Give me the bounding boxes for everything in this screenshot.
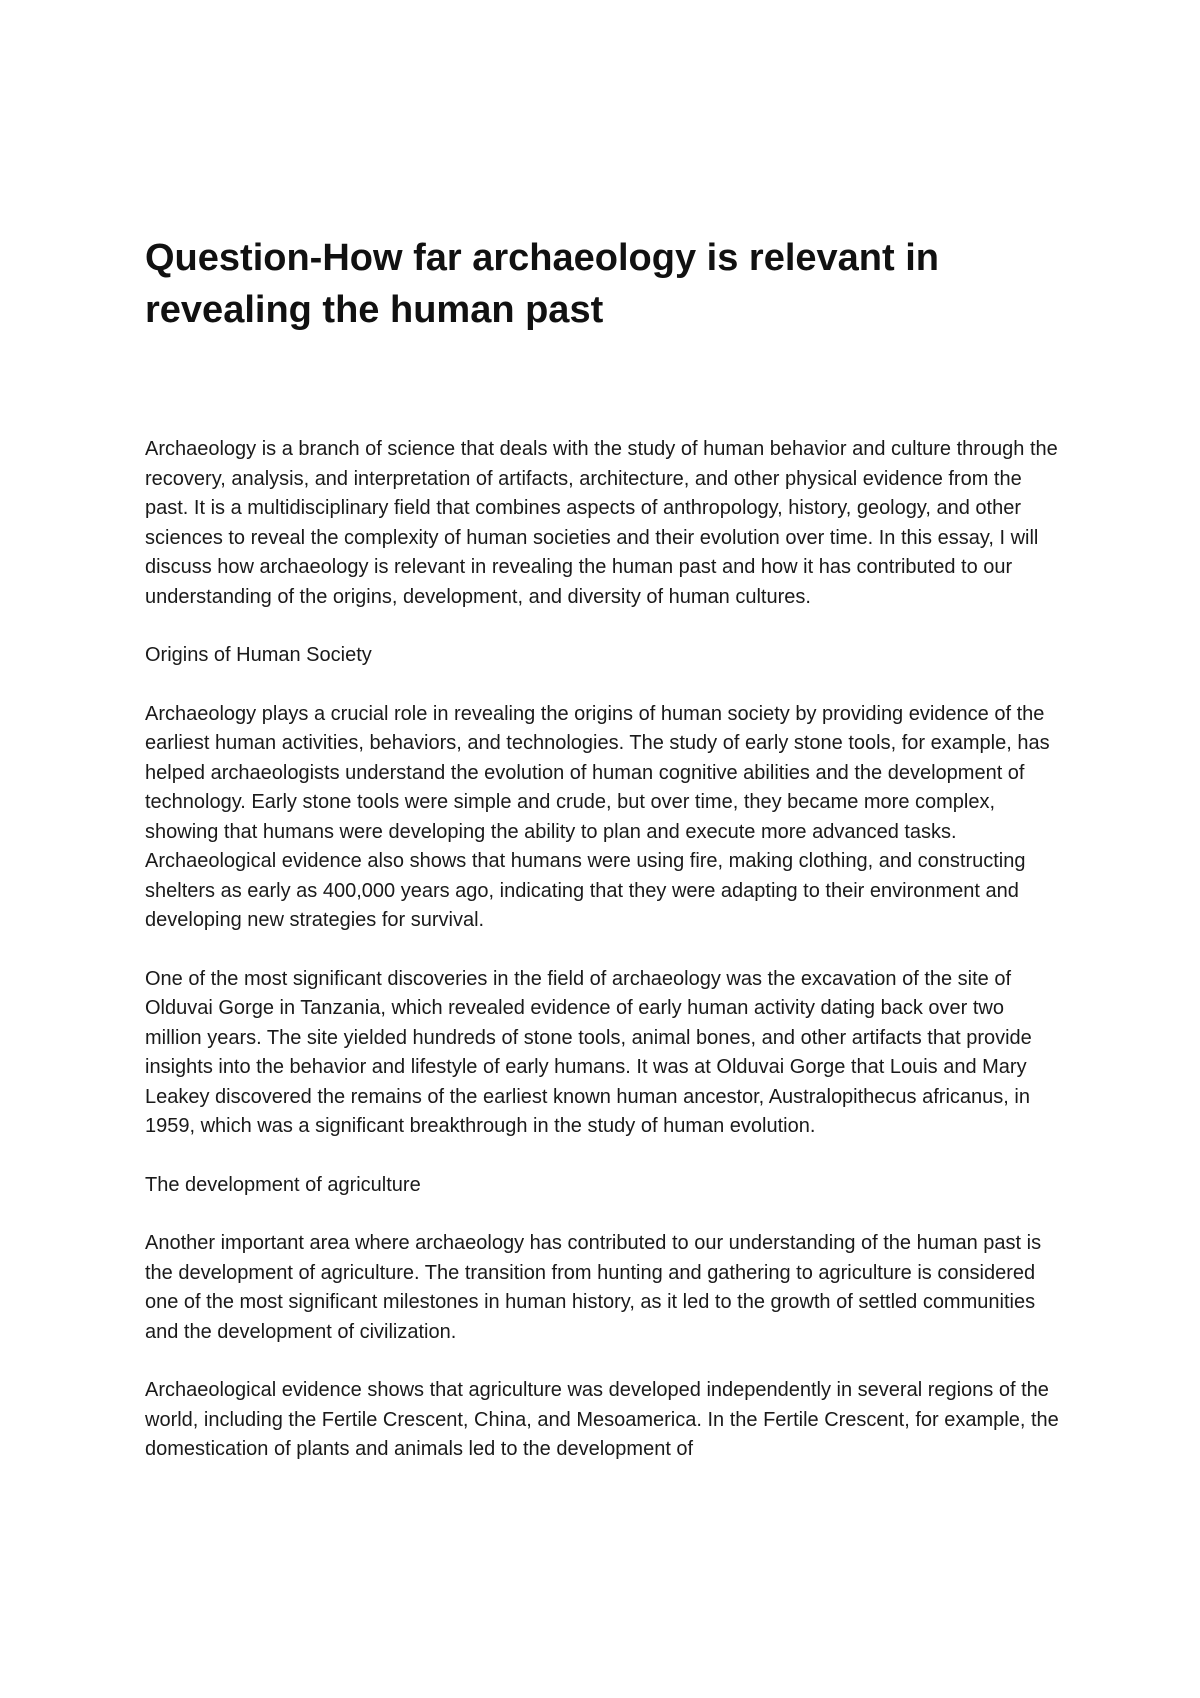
block-spacer [145, 612, 1065, 641]
paragraph-introduction: Archaeology is a branch of science that deals with the study of human behavior and culture through the recovery, analysis, and interpretation of artifacts, architecture, and other physical evidence from the past. It is a multidisciplinary field that combines aspects of anthropology, history, geology, and other sciences to reveal the complexity of human societies and their evolution over time. In this essay, I will discuss how archaeology is relevant in revealing the human past and how it has contributed to our understanding of the origins, development, and diversity of human cultures. [145, 438, 1058, 608]
document-body [145, 232, 1065, 1465]
paragraph-agriculture: Another important area where archaeology has contributed to our understanding of the human past is the development of agriculture. The transition from hunting and gathering to agriculture is considered one of the most significant milestones in human history, as it led to the growth of settled communities and the development of civilization. [145, 1232, 1042, 1343]
document-title: Question-How far archaeology is relevant in revealing the human past [145, 237, 939, 331]
block-spacer [145, 671, 1065, 700]
paragraph-origins: Archaeology plays a crucial role in revealing the origins of human society by providing evidence of the earliest human activities, behaviors, and technologies. The study of early stone tools, for example, has helped archaeologists understand the evolution of human cognitive abilities and the development of technology. Early stone tools were simple and crude, but over time, they became more complex, showing that humans were developing the ability to plan and execute more advanced tasks. Archaeological evidence also shows that humans were using fire, making clothing, and constructing shelters as early as 400,000 years ago, indicating that they were adapting to their environment and developing new strategies for survival. [145, 702, 1050, 931]
section-heading-agriculture: The development of agriculture [145, 1173, 421, 1196]
title-spacer [145, 336, 1065, 435]
block-spacer [145, 936, 1065, 965]
section-heading-origins: Origins of Human Society [145, 644, 372, 666]
block-spacer [145, 1347, 1065, 1376]
block-spacer [145, 1142, 1065, 1171]
block-spacer [145, 1200, 1065, 1229]
paragraph-olduvai: One of the most significant discoveries in the field of archaeology was the excavation of the site of Olduvai Gorge in Tanzania, which revealed evidence of early human activity dating back over two million years. The site yielded hundreds of stone tools, animal bones, and other artifacts that provide insights into the behavior and lifestyle of early humans. It was at Olduvai Gorge that Louis and Mary Leakey discovered the remains of the earliest known human ancestor, Australopithecus africanus, in 1959, which was a significant breakthrough in the study of human evolution. [145, 967, 1032, 1137]
paragraph-fertile-crescent: Archaeological evidence shows that agriculture was developed independently in several regions of the world, including the Fertile Crescent, China, and Mesoamerica. In the Fertile Crescent, for example, the domestication of plants and animals led to the development of [145, 1379, 1059, 1460]
